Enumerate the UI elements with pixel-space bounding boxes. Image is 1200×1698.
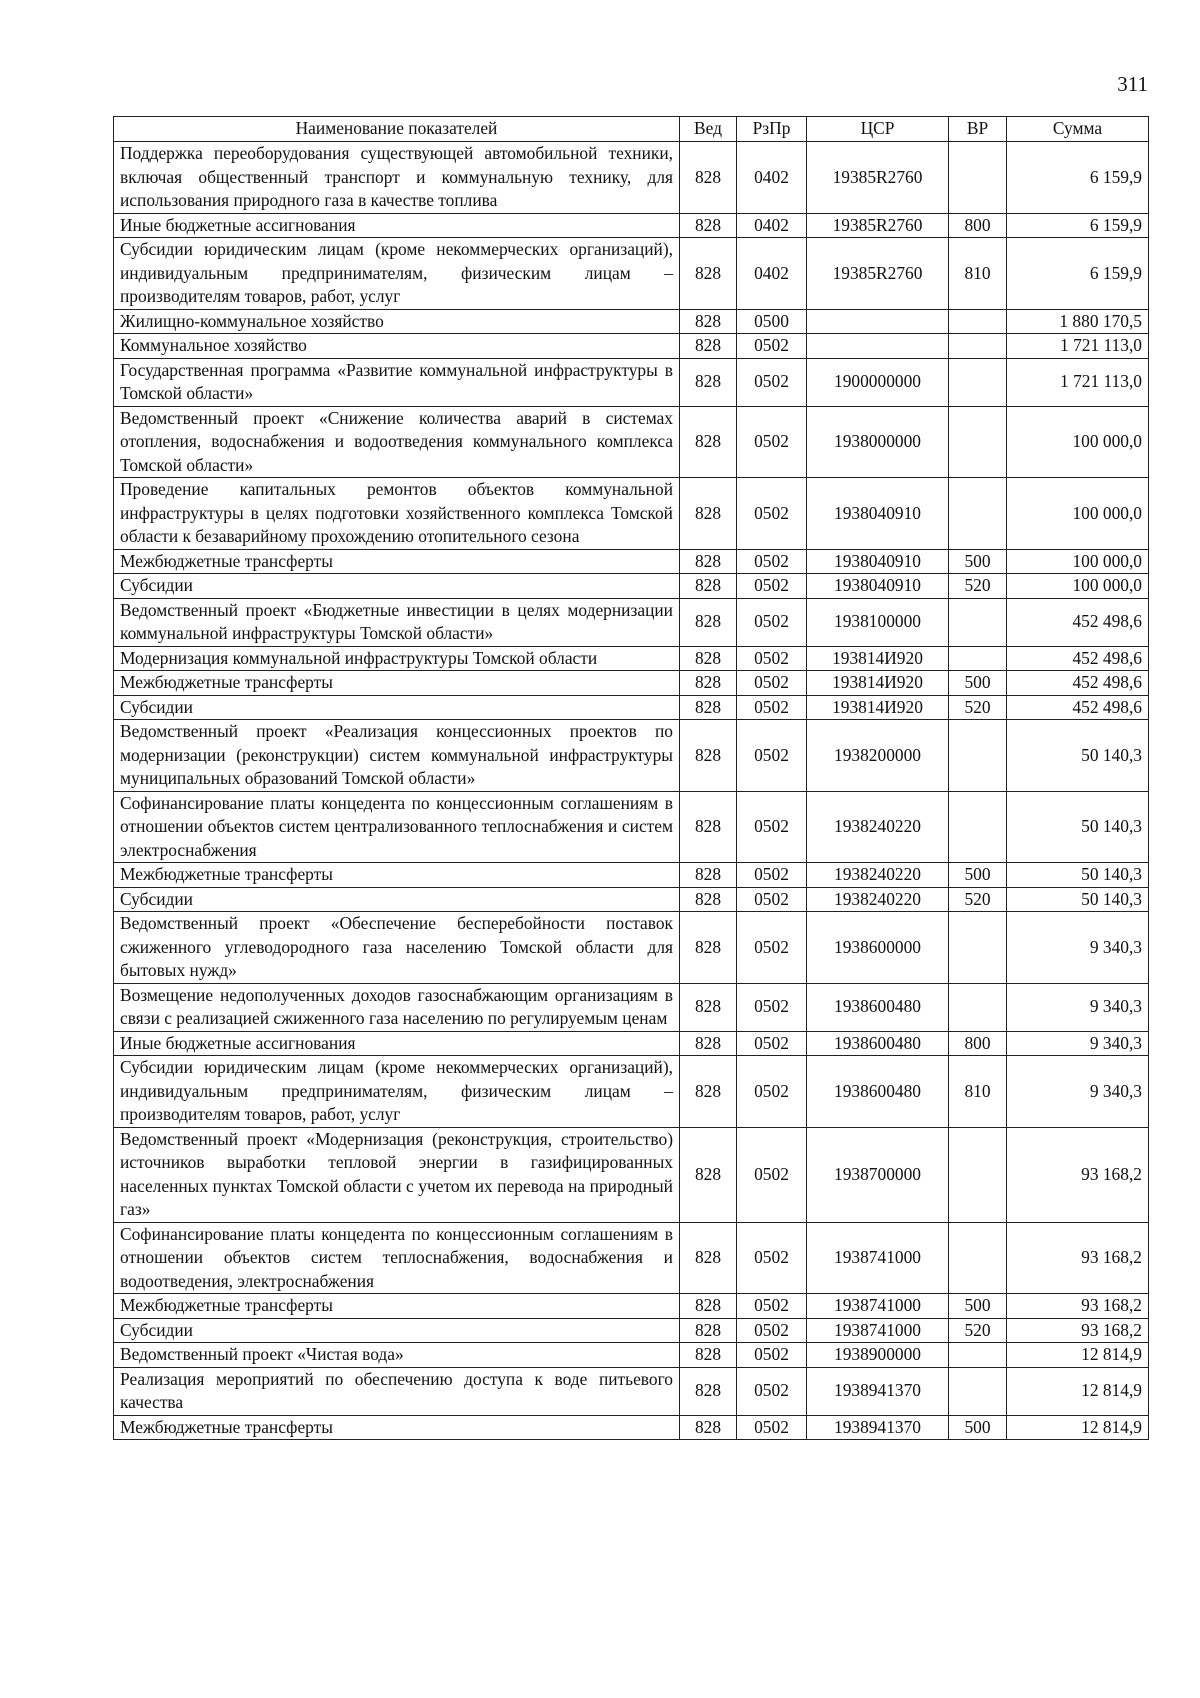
cell-csr: 1938040910: [807, 478, 949, 550]
cell-ved: 828: [680, 695, 737, 720]
cell-rzpr: 0502: [737, 695, 807, 720]
cell-vr: [949, 912, 1007, 984]
cell-name: Ведомственный проект «Реализация концессионных проектов по модернизации (реконструкции) систем коммунальной инфраструктуры муниципальных образований Томской области»: [114, 720, 680, 792]
cell-name: Софинансирование платы концедента по концессионным соглашениям в отношении объектов систем централизованного теплоснабжения и систем электроснабжения: [114, 791, 680, 863]
cell-sum: 6 159,9: [1007, 142, 1149, 214]
cell-name: Межбюджетные трансферты: [114, 671, 680, 696]
cell-ved: 828: [680, 309, 737, 334]
cell-ved: 828: [680, 983, 737, 1031]
cell-rzpr: 0502: [737, 334, 807, 359]
table-row: [114, 598, 1149, 646]
cell-csr: 193814И920: [807, 671, 949, 696]
cell-ved: 828: [680, 1415, 737, 1440]
cell-rzpr: 0502: [737, 1367, 807, 1415]
cell-sum: 100 000,0: [1007, 478, 1149, 550]
cell-ved: 828: [680, 912, 737, 984]
cell-sum: 50 140,3: [1007, 720, 1149, 792]
cell-sum: 93 168,2: [1007, 1127, 1149, 1222]
cell-vr: 500: [949, 1415, 1007, 1440]
table-row: [114, 549, 1149, 574]
cell-name: Ведомственный проект «Модернизация (реконструкция, строительство) источников выработки тепловой энергии в газифицированных населенных пунктах Томской области с учетом их перевода на природный газ»: [114, 1127, 680, 1222]
cell-ved: 828: [680, 1367, 737, 1415]
cell-rzpr: 0502: [737, 1056, 807, 1128]
cell-sum: 50 140,3: [1007, 791, 1149, 863]
header-rzpr: РзПр: [737, 117, 807, 142]
cell-sum: 452 498,6: [1007, 671, 1149, 696]
cell-vr: 520: [949, 1318, 1007, 1343]
cell-ved: 828: [680, 478, 737, 550]
cell-name: Проведение капитальных ремонтов объектов коммунальной инфраструктуры в целях подготовки хозяйственного комплекса Томской области к безаварийному прохождению отопительного сезона: [114, 478, 680, 550]
cell-sum: 100 000,0: [1007, 574, 1149, 599]
cell-name: Иные бюджетные ассигнования: [114, 213, 680, 238]
cell-sum: 1 721 113,0: [1007, 358, 1149, 406]
cell-rzpr: 0502: [737, 720, 807, 792]
cell-name: Поддержка переоборудования существующей автомобильной техники, включая общественный транспорт и коммунальную технику, для использования природного газа в качестве топлива: [114, 142, 680, 214]
cell-ved: 828: [680, 1056, 737, 1128]
cell-csr: 1938600000: [807, 912, 949, 984]
cell-vr: [949, 598, 1007, 646]
cell-rzpr: 0502: [737, 598, 807, 646]
cell-name: Государственная программа «Развитие коммунальной инфраструктуры в Томской области»: [114, 358, 680, 406]
cell-csr: 1938240220: [807, 863, 949, 888]
cell-rzpr: 0502: [737, 549, 807, 574]
cell-vr: 810: [949, 238, 1007, 310]
table-row: [114, 863, 1149, 888]
cell-vr: 520: [949, 574, 1007, 599]
cell-vr: 800: [949, 1031, 1007, 1056]
cell-vr: [949, 142, 1007, 214]
cell-rzpr: 0502: [737, 863, 807, 888]
table-row: [114, 213, 1149, 238]
cell-name: Субсидии юридическим лицам (кроме некоммерческих организаций), индивидуальным предпринимателям, физическим лицам – производителям товаров, работ, услуг: [114, 238, 680, 310]
table-row: [114, 1415, 1149, 1440]
cell-rzpr: 0502: [737, 406, 807, 478]
cell-csr: 1938900000: [807, 1343, 949, 1368]
cell-ved: 828: [680, 142, 737, 214]
cell-csr: 1938040910: [807, 574, 949, 599]
cell-csr: 1938600480: [807, 1031, 949, 1056]
cell-name: Межбюджетные трансферты: [114, 549, 680, 574]
table-row: [114, 646, 1149, 671]
cell-vr: 500: [949, 1294, 1007, 1319]
cell-ved: 828: [680, 238, 737, 310]
cell-sum: 12 814,9: [1007, 1367, 1149, 1415]
cell-ved: 828: [680, 791, 737, 863]
cell-rzpr: 0502: [737, 791, 807, 863]
cell-rzpr: 0502: [737, 358, 807, 406]
table-row: [114, 1127, 1149, 1222]
cell-ved: 828: [680, 598, 737, 646]
cell-vr: [949, 1222, 1007, 1294]
cell-vr: [949, 720, 1007, 792]
table-row: [114, 887, 1149, 912]
cell-name: Жилищно-коммунальное хозяйство: [114, 309, 680, 334]
cell-csr: 1938240220: [807, 791, 949, 863]
cell-vr: [949, 983, 1007, 1031]
cell-sum: 9 340,3: [1007, 1031, 1149, 1056]
budget-table: [113, 116, 1149, 1440]
cell-name: Модернизация коммунальной инфраструктуры Томской области: [114, 646, 680, 671]
cell-name: Субсидии: [114, 574, 680, 599]
cell-ved: 828: [680, 887, 737, 912]
cell-ved: 828: [680, 213, 737, 238]
cell-ved: 828: [680, 1318, 737, 1343]
cell-name: Межбюджетные трансферты: [114, 863, 680, 888]
cell-csr: 19385R2760: [807, 213, 949, 238]
cell-rzpr: 0502: [737, 1318, 807, 1343]
cell-name: Иные бюджетные ассигнования: [114, 1031, 680, 1056]
cell-rzpr: 0502: [737, 671, 807, 696]
cell-sum: 93 168,2: [1007, 1318, 1149, 1343]
cell-rzpr: 0502: [737, 1343, 807, 1368]
cell-ved: 828: [680, 358, 737, 406]
cell-rzpr: 0402: [737, 238, 807, 310]
cell-rzpr: 0402: [737, 213, 807, 238]
cell-name: Ведомственный проект «Обеспечение бесперебойности поставок сжиженного углеводородного газа населению Томской области для бытовых нужд»: [114, 912, 680, 984]
table-row: [114, 478, 1149, 550]
cell-rzpr: 0502: [737, 1415, 807, 1440]
cell-ved: 828: [680, 1127, 737, 1222]
table-row: [114, 358, 1149, 406]
cell-name: Субсидии: [114, 1318, 680, 1343]
table-row: [114, 309, 1149, 334]
header-sum: Сумма: [1007, 117, 1149, 142]
cell-vr: [949, 309, 1007, 334]
cell-csr: 1938000000: [807, 406, 949, 478]
cell-rzpr: 0502: [737, 646, 807, 671]
cell-vr: [949, 334, 1007, 359]
table-row: [114, 791, 1149, 863]
cell-sum: 6 159,9: [1007, 213, 1149, 238]
cell-ved: 828: [680, 646, 737, 671]
cell-rzpr: 0502: [737, 1127, 807, 1222]
cell-rzpr: 0502: [737, 983, 807, 1031]
cell-sum: 12 814,9: [1007, 1415, 1149, 1440]
cell-name: Ведомственный проект «Снижение количества аварий в системах отопления, водоснабжения и водоотведения коммунального комплекса Томской области»: [114, 406, 680, 478]
cell-ved: 828: [680, 574, 737, 599]
cell-ved: 828: [680, 1294, 737, 1319]
cell-ved: 828: [680, 406, 737, 478]
cell-vr: [949, 646, 1007, 671]
page-number: 311: [1117, 72, 1148, 96]
table-row: [114, 142, 1149, 214]
cell-ved: 828: [680, 863, 737, 888]
cell-csr: 1938100000: [807, 598, 949, 646]
cell-sum: 93 168,2: [1007, 1294, 1149, 1319]
table-row: [114, 1056, 1149, 1128]
cell-sum: 50 140,3: [1007, 887, 1149, 912]
cell-ved: 828: [680, 334, 737, 359]
cell-sum: 6 159,9: [1007, 238, 1149, 310]
cell-csr: 19385R2760: [807, 142, 949, 214]
cell-vr: [949, 478, 1007, 550]
cell-ved: 828: [680, 1343, 737, 1368]
cell-ved: 828: [680, 720, 737, 792]
cell-name: Софинансирование платы концедента по концессионным соглашениям в отношении объектов систем теплоснабжения, водоснабжения и водоотведения, электроснабжения: [114, 1222, 680, 1294]
cell-rzpr: 0502: [737, 574, 807, 599]
cell-csr: 193814И920: [807, 646, 949, 671]
header-csr: ЦСР: [807, 117, 949, 142]
cell-csr: 1938700000: [807, 1127, 949, 1222]
table-row: [114, 1031, 1149, 1056]
cell-sum: 100 000,0: [1007, 406, 1149, 478]
cell-ved: 828: [680, 671, 737, 696]
cell-name: Коммунальное хозяйство: [114, 334, 680, 359]
cell-csr: 1900000000: [807, 358, 949, 406]
cell-name: Ведомственный проект «Бюджетные инвестиции в целях модернизации коммунальной инфраструктуры Томской области»: [114, 598, 680, 646]
cell-rzpr: 0500: [737, 309, 807, 334]
table-row: [114, 1294, 1149, 1319]
table-row: [114, 238, 1149, 310]
table-row: [114, 671, 1149, 696]
cell-csr: 1938741000: [807, 1294, 949, 1319]
cell-csr: [807, 309, 949, 334]
cell-sum: 1 721 113,0: [1007, 334, 1149, 359]
table-row: [114, 1343, 1149, 1368]
cell-csr: 19385R2760: [807, 238, 949, 310]
cell-vr: [949, 791, 1007, 863]
cell-sum: 9 340,3: [1007, 912, 1149, 984]
cell-sum: 93 168,2: [1007, 1222, 1149, 1294]
cell-vr: 500: [949, 863, 1007, 888]
cell-csr: 1938941370: [807, 1367, 949, 1415]
cell-vr: 800: [949, 213, 1007, 238]
table-row: [114, 1222, 1149, 1294]
cell-name: Субсидии: [114, 887, 680, 912]
cell-vr: 520: [949, 695, 1007, 720]
cell-sum: 9 340,3: [1007, 1056, 1149, 1128]
header-vr: ВР: [949, 117, 1007, 142]
cell-sum: 50 140,3: [1007, 863, 1149, 888]
cell-vr: 810: [949, 1056, 1007, 1128]
cell-csr: 1938600480: [807, 983, 949, 1031]
cell-sum: 12 814,9: [1007, 1343, 1149, 1368]
table-row: [114, 1318, 1149, 1343]
cell-csr: 1938240220: [807, 887, 949, 912]
cell-rzpr: 0502: [737, 478, 807, 550]
table-row: [114, 912, 1149, 984]
cell-rzpr: 0502: [737, 1031, 807, 1056]
cell-name: Субсидии юридическим лицам (кроме некоммерческих организаций), индивидуальным предпринимателям, физическим лицам – производителям товаров, работ, услуг: [114, 1056, 680, 1128]
cell-rzpr: 0502: [737, 1222, 807, 1294]
table-row: [114, 695, 1149, 720]
cell-name: Ведомственный проект «Чистая вода»: [114, 1343, 680, 1368]
cell-rzpr: 0502: [737, 887, 807, 912]
cell-sum: 1 880 170,5: [1007, 309, 1149, 334]
cell-vr: [949, 1343, 1007, 1368]
cell-name: Межбюджетные трансферты: [114, 1294, 680, 1319]
header-ved: Вед: [680, 117, 737, 142]
header-name: Наименование показателей: [114, 117, 680, 142]
cell-csr: 1938600480: [807, 1056, 949, 1128]
cell-vr: 500: [949, 549, 1007, 574]
cell-ved: 828: [680, 1031, 737, 1056]
cell-csr: 1938040910: [807, 549, 949, 574]
table-row: [114, 983, 1149, 1031]
cell-csr: 1938941370: [807, 1415, 949, 1440]
table-row: [114, 574, 1149, 599]
cell-vr: 500: [949, 671, 1007, 696]
cell-vr: [949, 1367, 1007, 1415]
cell-sum: 452 498,6: [1007, 598, 1149, 646]
table-row: [114, 334, 1149, 359]
cell-name: Реализация мероприятий по обеспечению доступа к воде питьевого качества: [114, 1367, 680, 1415]
cell-name: Возмещение недополученных доходов газоснабжающим организациям в связи с реализацией сжиженного газа населению по регулируемым ценам: [114, 983, 680, 1031]
cell-csr: [807, 334, 949, 359]
cell-rzpr: 0502: [737, 912, 807, 984]
cell-csr: 1938741000: [807, 1222, 949, 1294]
cell-csr: 1938741000: [807, 1318, 949, 1343]
cell-vr: [949, 358, 1007, 406]
table-header-row: [114, 117, 1149, 142]
cell-ved: 828: [680, 549, 737, 574]
cell-name: Межбюджетные трансферты: [114, 1415, 680, 1440]
table-row: [114, 720, 1149, 792]
cell-csr: 1938200000: [807, 720, 949, 792]
cell-name: Субсидии: [114, 695, 680, 720]
cell-vr: [949, 1127, 1007, 1222]
cell-vr: 520: [949, 887, 1007, 912]
cell-vr: [949, 406, 1007, 478]
table-row: [114, 406, 1149, 478]
cell-sum: 9 340,3: [1007, 983, 1149, 1031]
table-row: [114, 1367, 1149, 1415]
cell-sum: 100 000,0: [1007, 549, 1149, 574]
cell-csr: 193814И920: [807, 695, 949, 720]
cell-rzpr: 0502: [737, 1294, 807, 1319]
table-body: [114, 142, 1149, 1440]
cell-sum: 452 498,6: [1007, 695, 1149, 720]
cell-sum: 452 498,6: [1007, 646, 1149, 671]
cell-rzpr: 0402: [737, 142, 807, 214]
cell-ved: 828: [680, 1222, 737, 1294]
